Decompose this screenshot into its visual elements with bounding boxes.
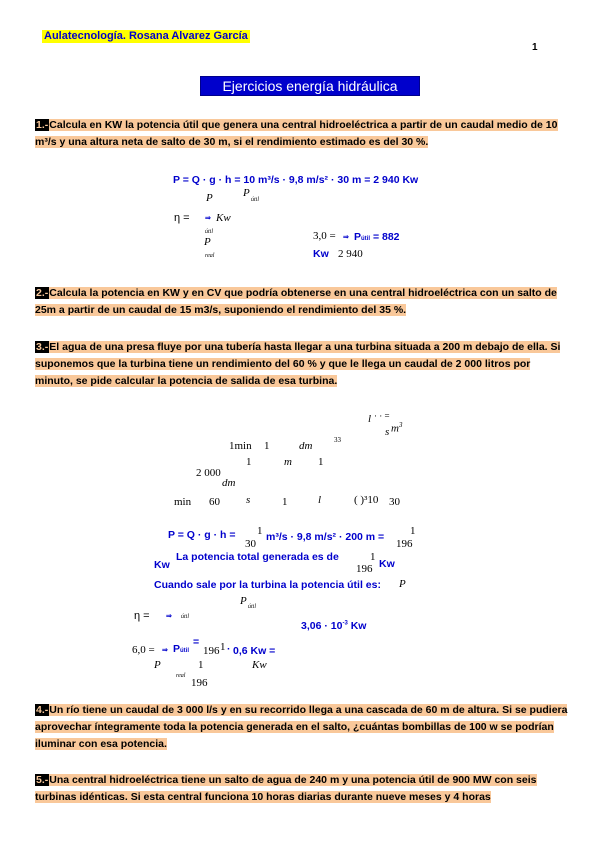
frag: Kw [379,558,395,570]
frag: ( )³10 [354,494,379,506]
frag: Kw [252,659,267,671]
frag: m [391,422,399,435]
frag: 1 [257,525,263,537]
frag: 3,0 = [313,230,336,242]
frag: · 10 [324,620,343,632]
frag: dm [299,440,313,452]
header-author: Aulatecnología. Rosana Alvarez García [44,30,248,42]
frag [391,421,402,435]
frag: Kw [350,620,367,632]
frag: útil [181,614,190,620]
frag: m [284,456,292,468]
frag: útil [248,604,257,610]
frag: -3 [342,620,348,627]
exercise-text: El agua de una presa fluye por una tubería hasta llegar a una turbina situada a 200 m debajo de ella. Si suponemos que la turbina tiene un rendimiento del 60 % y que le llega un caudal de 2 000 litros por minuto, se pide calcular la potencia de salida de esa turbina. [35,341,561,387]
frag: · · = [374,411,390,421]
exercise-number: 3.- [36,341,49,353]
exercise-number: 5.- [36,774,49,786]
page-title: Ejercicios energía hidráulica [200,76,420,96]
frag: = [193,636,200,648]
frag: dm [222,477,236,489]
frag: 1 [370,551,376,563]
frag: P [173,643,181,655]
frag: útil [251,197,260,203]
frag [173,643,189,655]
frag: 1 [264,440,270,452]
frag: 0,6 Kw = [233,645,276,657]
result-power [354,231,400,243]
frag: ⇒ [162,647,168,654]
frag: = 882 [372,231,400,243]
frag: 33 [334,436,341,444]
frag: 60 [209,496,220,508]
frag: 196 [356,563,373,575]
frag: 1 [198,659,204,671]
frag: 3,06 [301,620,322,632]
frag: P [399,578,406,590]
frag: P [354,231,362,243]
exercise-text: Una central hidroeléctrica tiene un salto de agua de 240 m y una potencia útil de 900 MW con seis turbinas idénticas. Si esta central funciona 10 horas diarias durante nueve meses y 4 horas [35,774,537,803]
frag: real [176,673,186,679]
frag: ⇒ [166,613,172,620]
frag: Cuando sale por la turbina la potencia útil es: [154,579,381,591]
frag: real [205,253,215,259]
frag: ⇒ [205,215,211,222]
frag: La potencia total generada es de [176,551,339,563]
frag: 1 [318,456,324,468]
page-number: 1 [532,42,538,53]
frag: 6,0 = [132,644,155,656]
frag: · [227,643,231,655]
frag: 196 [396,538,413,550]
frag: m³/s · 9,8 m/s² · 200 m = [266,531,385,543]
exercise-number: 1.- [36,119,49,131]
frag: útil [180,648,190,654]
frag: útil [205,229,214,235]
frag: 1min [229,440,252,452]
frag: Kw [313,248,329,260]
frag: ⇒ [343,234,349,241]
frag: 1 [246,456,252,468]
exercise-number: 4.- [36,704,49,716]
frag: 1 [282,496,288,508]
exercise-5 [35,772,570,806]
frag: η = [174,212,190,224]
frag: min [174,496,192,508]
frag: P [240,595,247,607]
frag: 30 [245,538,256,550]
frag [301,620,366,632]
exercise-4 [35,702,570,753]
frag: s [246,494,251,506]
frag: P [206,192,213,204]
frag: Kw [154,559,170,571]
frag: útil [361,236,371,242]
exercise-text: Calcula la potencia en KW y en CV que podría obtenerse en una central hidroeléctrica con un salto de 25m a partir de un caudal de 15 m3/s, suponiendo el rendimiento del 35 %. [35,287,557,316]
exercise-number: 2.- [36,287,49,299]
frag: P [154,659,161,671]
frag: 1 [220,641,226,653]
frag: s [385,426,390,438]
frag: l [368,413,372,425]
exercise-text: Calcula en KW la potencia útil que genera una central hidroeléctrica a partir de un caudal medio de 10 m³/s y una altura neta de salto de 30 m, si el rendimiento estimado es del 30 %. [35,119,558,148]
frag: 196 [203,645,220,657]
frag: Kw [216,212,231,224]
frag: 2 000 [196,467,221,479]
frag: η = [134,610,150,622]
formula-power: P = Q · g · h = 10 m³/s · 9,8 m/s² · 30 m = 2 940 Kw [173,174,419,186]
frag: P = Q · g · h = [168,529,236,541]
frag: P [204,236,211,248]
frag: 1 [410,525,416,537]
exercise-text: Un río tiene un caudal de 3 000 l/s y en su recorrido llega a una cascada de 60 m de altura. Si se pudiera aprovechar íntegramente toda la potencia generada en el salto, ¿cuántas bombillas de 100 w se podrían iluminar con esa potencia. [35,704,568,750]
frag: l [318,494,322,506]
exercise-2 [35,285,570,319]
frag: 196 [191,677,208,689]
frag: 2 940 [338,248,363,260]
frag: 30 [389,496,400,508]
exercise-3 [35,339,570,390]
frag: P [243,187,250,199]
frag: 3 [398,421,403,429]
exercise-1 [35,117,570,151]
